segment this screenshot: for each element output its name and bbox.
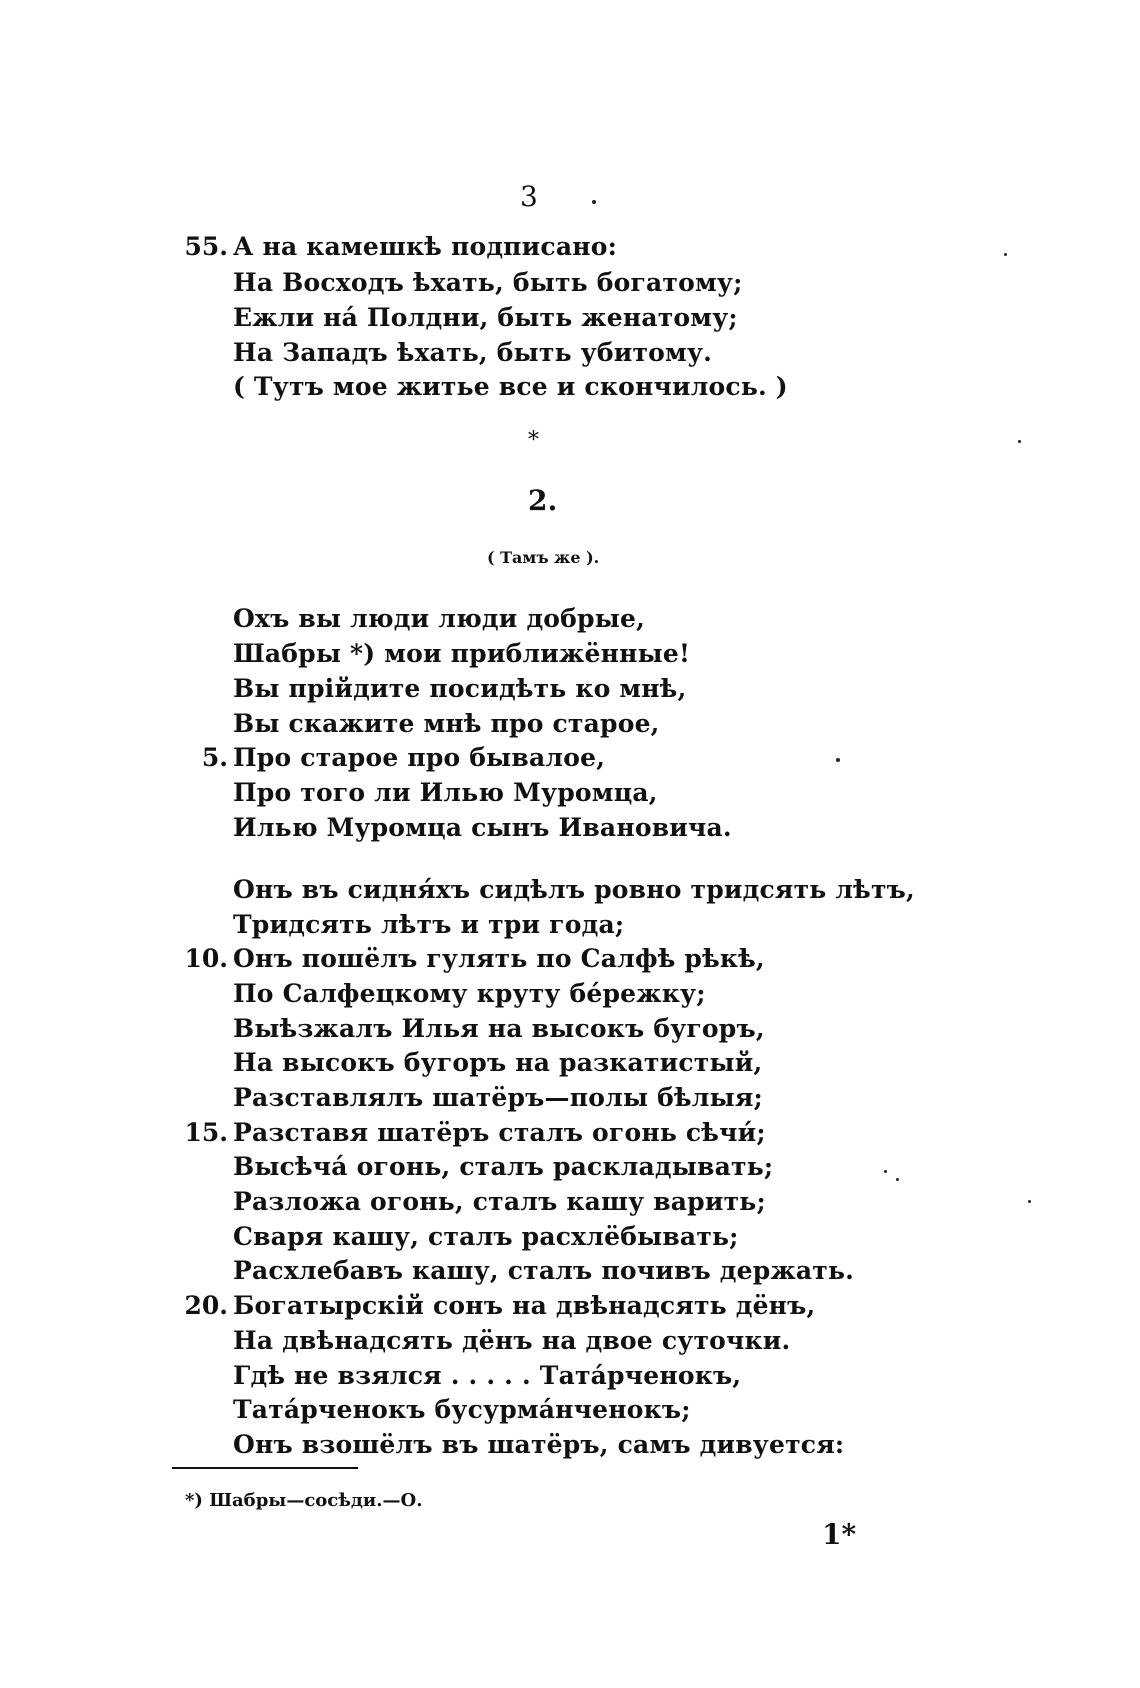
verse-line: Разложа огонь, сталъ кашу варить; — [233, 1187, 766, 1216]
verse-line: Расхлебавъ кашу, сталъ почивъ держать. — [233, 1256, 855, 1285]
verse-line: ( Тутъ мое житье все и скончилось. ) — [233, 372, 788, 401]
line-number: 10. — [184, 944, 228, 973]
verse-line: По Салфецкому круту бе́режку; — [233, 979, 706, 1008]
print-speck — [1004, 253, 1007, 256]
verse-line: Выѣзжалъ Илья на высокъ бугоръ, — [233, 1014, 765, 1043]
verse-line: Про того ли Илью Муромца, — [233, 778, 658, 807]
print-speck — [1018, 440, 1021, 443]
line-number: 15. — [184, 1118, 228, 1147]
print-speck — [836, 758, 840, 762]
print-speck — [884, 1170, 887, 1173]
verse-line: Онъ пошёлъ гулять по Салфѣ рѣкѣ, — [233, 944, 765, 973]
page-number: 3 — [520, 180, 538, 213]
line-number: 55. — [184, 232, 228, 261]
verse-line: Разставя шатёръ сталъ огонь сѣчи́; — [233, 1118, 766, 1147]
verse-line: Онъ въ сидня́хъ сидѣлъ ровно тридсять лѣтъ, — [233, 875, 915, 904]
verse-line: Илью Муромца сынъ Ивановича. — [233, 813, 732, 842]
verse-line: Вы прійдите посидѣть ко мнѣ, — [233, 674, 687, 703]
print-speck — [592, 200, 596, 204]
verse-line: Сваря кашу, сталъ расхлёбывать; — [233, 1222, 739, 1251]
verse-line: Тата́рченокъ бусурма́нченокъ; — [233, 1395, 691, 1424]
verse-line: На высокъ бугоръ на разкатистый, — [233, 1048, 763, 1077]
verse-line: Богатырскій сонъ на двѣнадсять дёнъ, — [233, 1291, 816, 1320]
verse-line: Ежли на́ Полдни, быть женатому; — [233, 303, 738, 332]
verse-line: На Восходъ ѣхать, быть богатому; — [233, 268, 743, 297]
verse-line: На двѣнадсять дёнъ на двое суточки. — [233, 1326, 791, 1355]
verse-line: Тридсять лѣтъ и три года; — [233, 910, 625, 939]
line-number: 20. — [184, 1291, 228, 1320]
section-number: 2. — [528, 484, 558, 517]
verse-line: А на камешкѣ подписано: — [233, 232, 618, 261]
print-speck — [896, 1178, 899, 1181]
verse-line: Вы скажите мнѣ про старое, — [233, 709, 660, 738]
print-speck — [1028, 1200, 1031, 1203]
footnote: *) Шабры—сосѣди.—О. — [185, 1490, 423, 1511]
verse-line: Разставлялъ шатёръ—полы бѣлыя; — [233, 1083, 763, 1112]
verse-line: Онъ взошёлъ въ шатёръ, самъ дивуется: — [233, 1430, 845, 1459]
verse-line: Гдѣ не взялся . . . . . Тата́рченокъ, — [233, 1361, 742, 1390]
section-separator: * — [528, 428, 539, 453]
verse-line: Про старое про бывалое, — [233, 743, 606, 772]
verse-line: На Западъ ѣхать, быть убитому. — [233, 338, 713, 367]
signature-mark: 1* — [822, 1518, 857, 1551]
source-note: ( Тамъ же ). — [487, 548, 600, 567]
verse-line: Высѣча́ огонь, сталъ раскладывать; — [233, 1152, 774, 1181]
verse-line: Шабры *) мои приближённые! — [233, 639, 691, 668]
footnote-rule — [172, 1467, 358, 1469]
line-number: 5. — [201, 743, 228, 772]
verse-line: Охъ вы люди люди добрые, — [233, 604, 646, 633]
